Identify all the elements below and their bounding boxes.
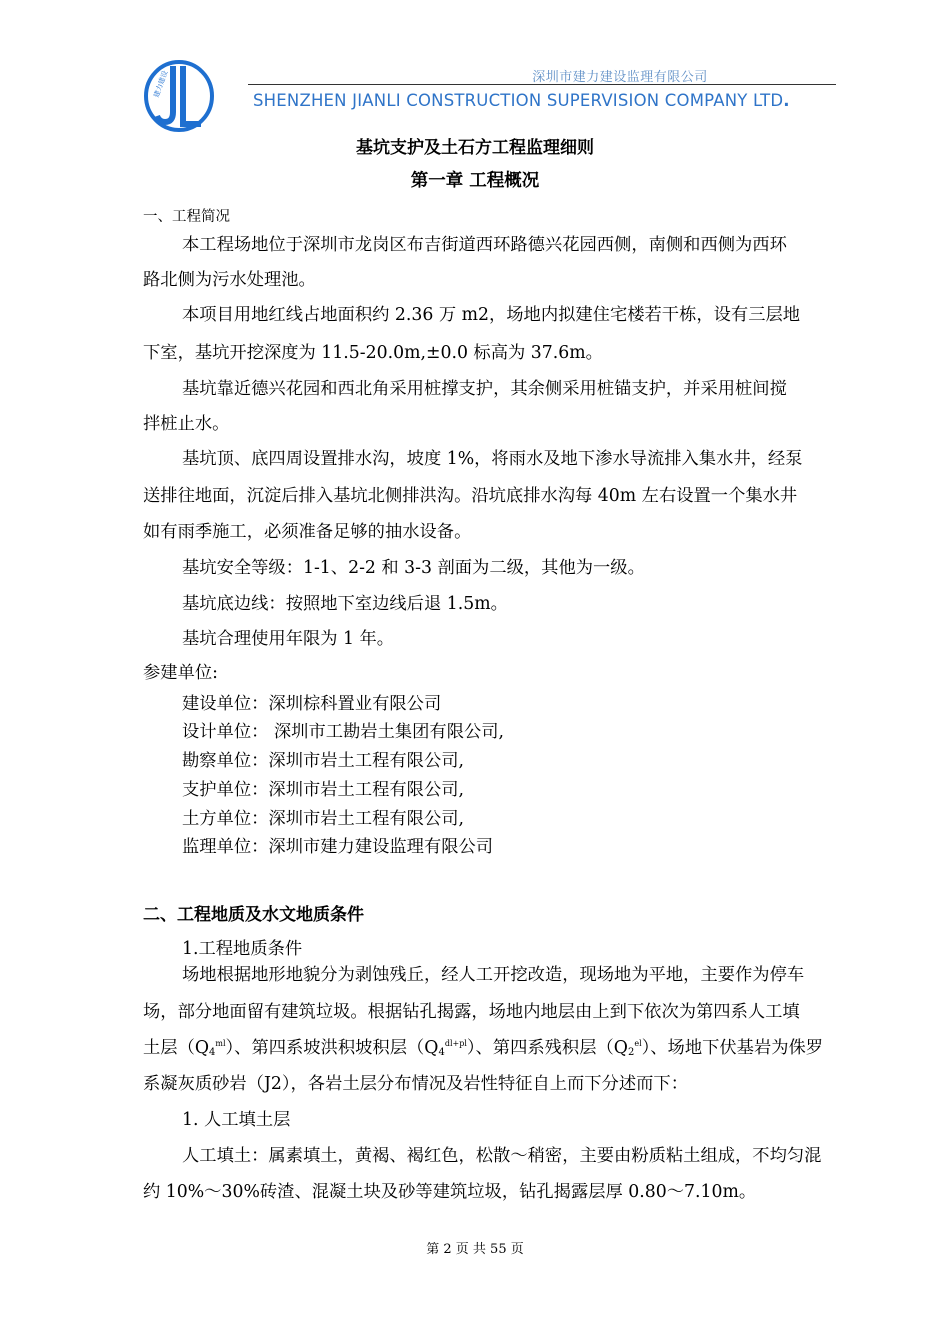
participant-item: 勘察单位：深圳市岩土工程有限公司, [182, 751, 464, 771]
paragraph-line: 基坑顶、底四周设置排水沟，坡度 1%，将雨水及地下渗水导流排入集水井，经泵 [182, 449, 803, 469]
formula-subscript: 2 [627, 1047, 635, 1058]
participant-item: 建设单位：深圳棕科置业有限公司 [182, 694, 442, 714]
paragraph-line: 场，部分地面留有建筑垃圾。根据钻孔揭露，场地内地层由上到下依次为第四系人工填 [143, 1002, 800, 1022]
formula-superscript: dl+pl [444, 1039, 467, 1048]
section2-heading: 二、工程地质及水文地质条件 [143, 905, 364, 925]
paragraph-line: 人工填土：属素填土，黄褐、褐红色，松散～稍密，主要由粉质粘土组成，不均匀混 [182, 1146, 822, 1166]
text-run: 土层（Q [143, 1038, 210, 1058]
section1-heading: 一、工程简况 [143, 209, 230, 225]
page-number: 第 2 页 共 55 页 [426, 1242, 524, 1257]
header-company-cn: 深圳市建力建设监理有限公司 [532, 70, 708, 85]
paragraph-line [143, 1033, 823, 1058]
paragraph-line: 本工程场地位于深圳市龙岗区布吉街道西环路德兴花园西侧，南侧和西侧为西环 [182, 235, 787, 255]
subsection-title: 1.工程地质条件 [182, 939, 303, 959]
paragraph-line: 系凝灰质砂岩（J2），各岩土层分布情况及岩性特征自上而下分述而下： [143, 1074, 688, 1094]
participant-item: 设计单位： 深圳市工勘岩土集团有限公司, [182, 722, 505, 742]
paragraph-line: 基坑底边线：按照地下室边线后退 1.5m。 [182, 594, 508, 614]
paragraph-line: 场地根据地形地貌分为剥蚀残丘，经人工开挖改造，现场地为平地，主要作为停车 [182, 965, 805, 985]
paragraph-line: 下室，基坑开挖深度为 11.5-20.0m,±0.0 标高为 37.6m。 [143, 343, 603, 363]
formula-subscript: 4 [209, 1047, 216, 1058]
paragraph-line: 约 10%～30%砖渣、混凝土块及砂等建筑垃圾，钻孔揭露层厚 0.80～7.10m。 [143, 1182, 757, 1202]
header-company-en-text: SHENZHEN JIANLI CONSTRUCTION SUPERVISION COMPANY LTD [253, 91, 784, 110]
paragraph-line: 路北侧为污水处理池。 [143, 270, 316, 290]
list-item: 1. 人工填土层 [182, 1110, 291, 1130]
text-run: ）、第四系坡洪积坡积层（Q [225, 1038, 439, 1058]
formula-subscript: 4 [438, 1047, 445, 1058]
company-logo [143, 58, 215, 134]
paragraph-line: 拌桩止水。 [143, 414, 230, 434]
participant-item: 支护单位：深圳市岩土工程有限公司, [182, 780, 464, 800]
header-company-en [253, 91, 790, 110]
chapter-title: 第一章 工程概况 [410, 171, 540, 191]
participants-label: 参建单位: [143, 663, 218, 683]
paragraph-line: 如有雨季施工，必须准备足够的抽水设备。 [143, 522, 472, 542]
participant-item: 监理单位：深圳市建力建设监理有限公司 [182, 837, 494, 857]
formula-superscript: el [634, 1039, 642, 1048]
header-rule [248, 84, 836, 85]
paragraph-line: 基坑合理使用年限为 1 年。 [182, 629, 395, 649]
text-run: ）、第四系残积层（Q [466, 1038, 628, 1058]
paragraph-line: 基坑安全等级：1-1、2-2 和 3-3 剖面为二级，其他为一级。 [182, 558, 645, 578]
paragraph-line: 基坑靠近德兴花园和西北角采用桩撑支护，其余侧采用桩锚支护，并采用桩间搅 [182, 379, 787, 399]
text-run: ）、场地下伏基岩为侏罗 [641, 1038, 824, 1058]
header-company-en-dot: . [783, 91, 790, 110]
paragraph-line: 本项目用地红线占地面积约 2.36 万 m2，场地内拟建住宅楼若干栋，设有三层地 [182, 305, 801, 325]
document-title: 基坑支护及土石方工程监理细则 [356, 138, 594, 158]
logo-text: 建力建设 [152, 69, 170, 99]
formula-superscript: ml [215, 1039, 226, 1048]
participant-item: 土方单位：深圳市岩土工程有限公司, [182, 809, 464, 829]
paragraph-line: 送排往地面，沉淀后排入基坑北侧排洪沟。沿坑底排水沟每 40m 左右设置一个集水井 [143, 486, 798, 506]
